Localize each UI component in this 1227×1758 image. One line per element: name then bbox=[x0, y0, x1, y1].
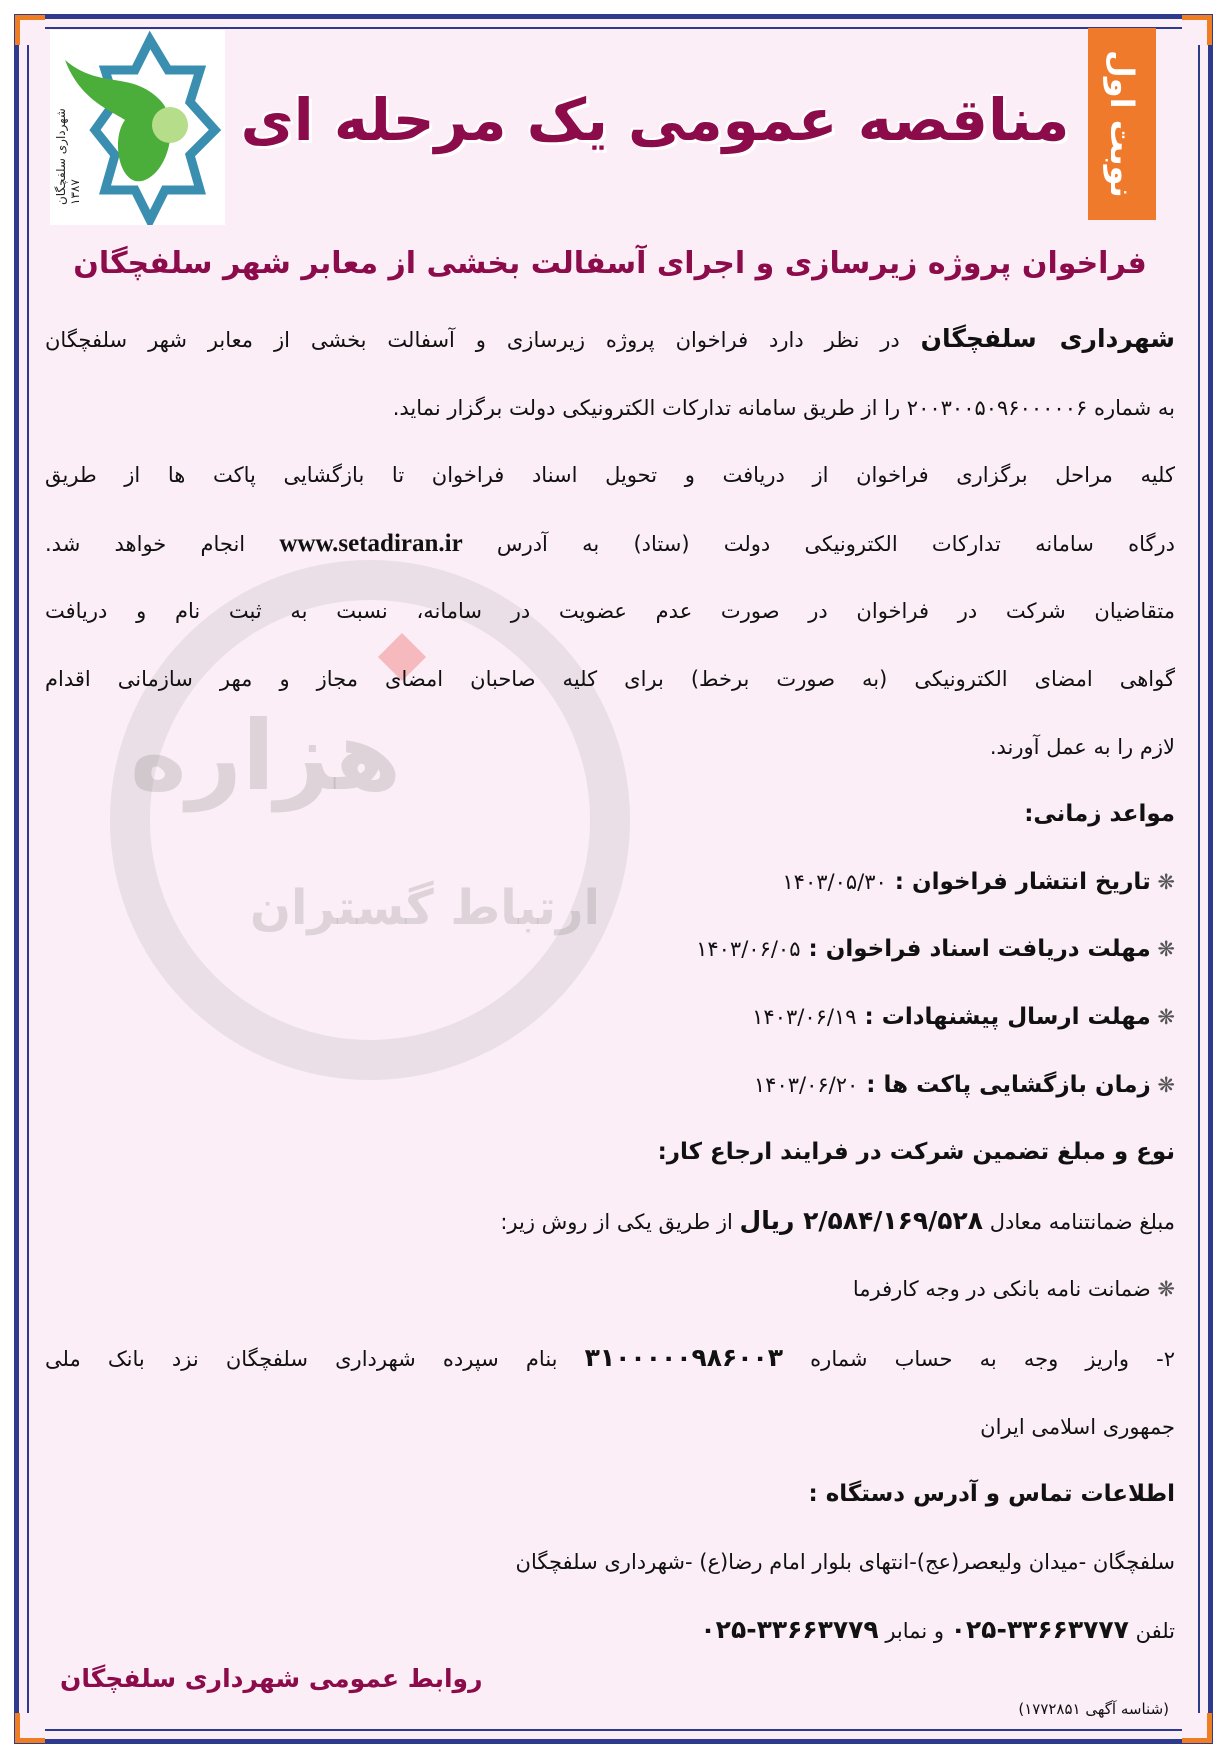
text: ضمانت نامه بانکی در وجه کارفرما bbox=[852, 1277, 1151, 1302]
schedule-label: مهلت دریافت اسناد فراخوان : bbox=[800, 936, 1151, 963]
body-line bbox=[45, 305, 1175, 375]
contact-heading: اطلاعات تماس و آدرس دستگاه : bbox=[808, 1481, 1175, 1508]
body-line: گواهی امضای الکترونیکی (به صورت برخط) برای کلیه صاحبان امضای مجاز و مهر سازمانی اقدام bbox=[45, 666, 1175, 691]
text: تلفن bbox=[1128, 1619, 1175, 1644]
corner-ornament bbox=[15, 1713, 45, 1743]
schedule-label: زمان بازگشایی پاکت ها : bbox=[858, 1071, 1151, 1098]
badge-label: نوبت اول bbox=[1103, 50, 1141, 198]
body-line bbox=[45, 1256, 1175, 1324]
setad-link[interactable]: www.setadiran.ir bbox=[279, 529, 463, 557]
account-number: ۳۱۰۰۰۰۰۹۸۶۰۰۳ bbox=[584, 1342, 784, 1372]
municipality-name: شهرداری سلفچگان bbox=[920, 324, 1175, 353]
body-line bbox=[45, 1324, 1175, 1394]
star-icon: ❋ bbox=[1157, 937, 1175, 962]
schedule-label: تاریخ انتشار فراخوان : bbox=[886, 868, 1151, 895]
schedule-date: ۱۴۰۳/۰۶/۰۵ bbox=[696, 937, 801, 962]
body-line: جمهوری اسلامی ایران bbox=[980, 1414, 1175, 1439]
star-icon: ❋ bbox=[1157, 1004, 1175, 1029]
guarantee-amount: ۲/۵۸۴/۱۶۹/۵۲۸ ریال bbox=[739, 1205, 984, 1235]
schedule-date: ۱۴۰۳/۰۶/۲۰ bbox=[753, 1072, 859, 1097]
body-line bbox=[45, 510, 1175, 579]
fax-number: ۳۳۶۶۳۷۷۹-۰۲۵ bbox=[700, 1615, 879, 1645]
text: از طریق یکی از روش زیر: bbox=[500, 1209, 740, 1234]
body-line bbox=[45, 1187, 1175, 1257]
logo-text: شهرداری سلفچگان ۱۳۸۷ bbox=[54, 108, 82, 205]
guarantee-heading: نوع و مبلغ تضمین شرکت در فرایند ارجاع کار: bbox=[657, 1139, 1175, 1166]
corner-ornament bbox=[1182, 15, 1212, 45]
schedule-item bbox=[45, 849, 1175, 917]
address: سلفچگان -میدان ولیعصر(عج)-انتهای بلوار امام رضا(ع) -شهرداری سلفچگان bbox=[515, 1549, 1175, 1574]
phone-number: ۳۳۶۶۳۷۷۷-۰۲۵ bbox=[950, 1615, 1129, 1645]
first-notice-badge bbox=[1088, 28, 1156, 220]
phone-line bbox=[45, 1596, 1175, 1666]
text: و نمابر bbox=[878, 1619, 951, 1644]
star-icon: ❋ bbox=[1157, 1277, 1175, 1302]
schedule-date: ۱۴۰۳/۰۶/۱۹ bbox=[752, 1004, 857, 1029]
body-line: کلیه مراحل برگزاری فراخوان از دریافت و تحویل اسناد فراخوان تا بازگشایی پاکت ها از طریق bbox=[45, 463, 1175, 488]
corner-ornament bbox=[1182, 1713, 1212, 1743]
body-line: لازم را به عمل آورند. bbox=[989, 734, 1175, 759]
schedule-item bbox=[45, 984, 1175, 1052]
subtitle: فراخوان پروژه زیرسازی و اجرای آسفالت بخشی از معابر شهر سلفچگان bbox=[73, 246, 1147, 281]
schedule-item bbox=[45, 916, 1175, 984]
text: مبلغ ضمانتنامه معادل bbox=[983, 1209, 1175, 1234]
star-icon: ❋ bbox=[1157, 1072, 1175, 1097]
text: ۲- واریز وجه به حساب شماره bbox=[783, 1346, 1175, 1371]
schedule-label: مهلت ارسال پیشنهادات : bbox=[856, 1003, 1151, 1030]
star-icon: ❋ bbox=[1157, 869, 1175, 894]
schedule-date: ۱۴۰۳/۰۵/۳۰ bbox=[782, 869, 887, 894]
schedule-item bbox=[45, 1052, 1175, 1120]
publisher: روابط عمومی شهرداری سلفچگان bbox=[60, 1664, 483, 1693]
ad-body bbox=[45, 305, 1175, 1666]
corner-ornament bbox=[15, 15, 45, 45]
text: انجام خواهد شد. bbox=[45, 531, 280, 556]
text: درگاه سامانه تدارکات الکترونیکی دولت (ستاد) به آدرس bbox=[462, 531, 1175, 556]
schedule-heading: مواعد زمانی: bbox=[1024, 801, 1175, 828]
ad-id: (شناسه آگهی ۱۷۷۲۸۵۱) bbox=[1018, 1700, 1169, 1718]
body-line: متقاضیان شرکت در فراخوان در صورت عدم عضویت در سامانه، نسبت به ثبت نام و دریافت bbox=[45, 599, 1175, 624]
text: بنام سپرده شهرداری سلفچگان نزد بانک ملی bbox=[45, 1346, 585, 1371]
municipality-logo bbox=[50, 30, 225, 225]
body-line: به شماره ۲۰۰۳۰۰۵۰۹۶۰۰۰۰۰۶ را از طریق سامانه تدارکات الکترونیکی دولت برگزار نماید. bbox=[392, 395, 1175, 420]
text: در نظر دارد فراخوان پروژه زیرسازی و آسفالت بخشی از معابر شهر سلفچگان bbox=[45, 328, 921, 352]
page-title: مناقصه عمومی یک مرحله ای bbox=[240, 86, 1070, 154]
watermark-subtext: ارتباط گستران bbox=[250, 880, 600, 936]
watermark-text: هزاره bbox=[130, 700, 402, 812]
